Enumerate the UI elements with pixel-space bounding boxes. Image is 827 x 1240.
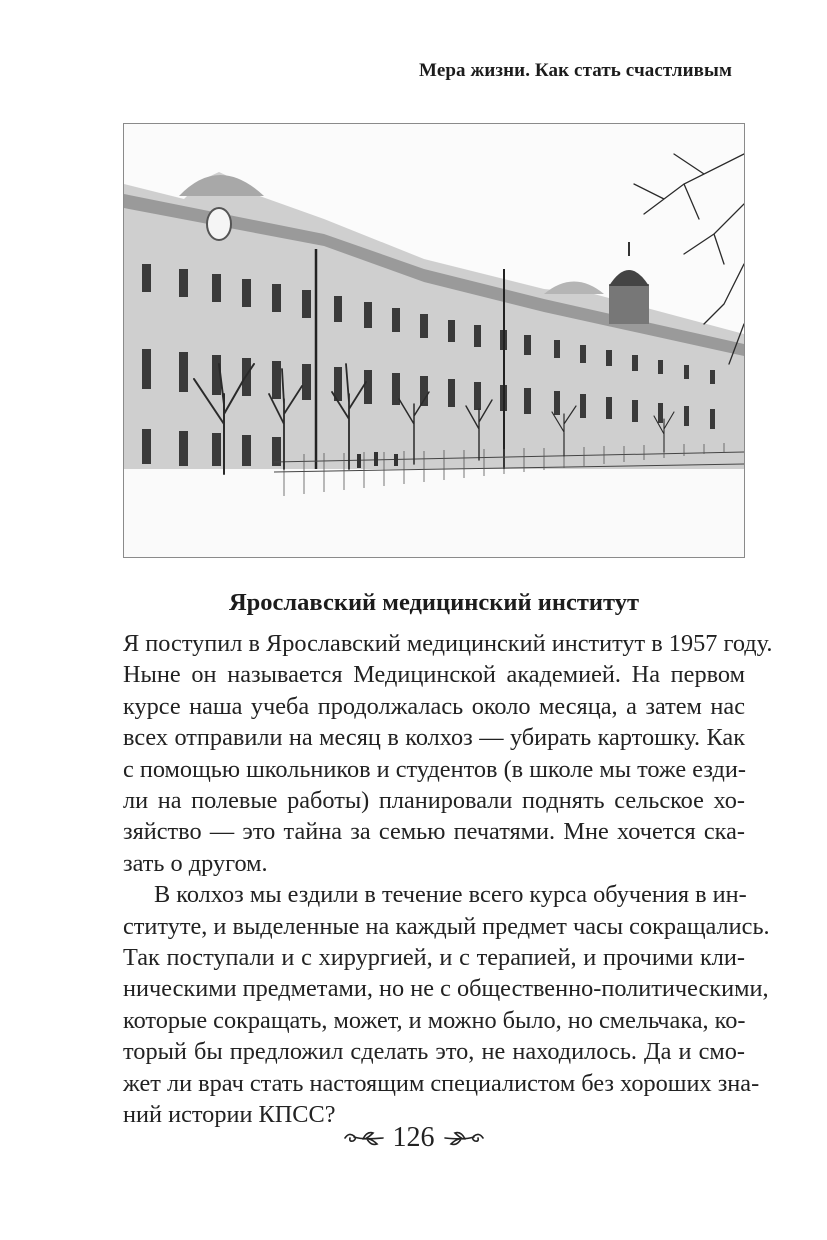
vine-ornament-right-icon [443, 1128, 485, 1148]
text-line: торый бы предложил сделать это, не находилось. Да и смо- [123, 1038, 745, 1066]
text-line: ническими предметами, но не с общественно-политическими, [123, 975, 769, 1003]
text-line: которые сокращать, может, и можно было, но смельчака, ко- [123, 1006, 746, 1034]
text-line: зать о другом. [123, 849, 268, 877]
vine-ornament-left-icon [343, 1128, 385, 1148]
body-text [123, 628, 773, 1131]
page-folio [0, 1120, 827, 1154]
text-line: Ныне он называется Медицинской академией. На первом [123, 661, 745, 689]
text-line: Так поступали и с хирургией, и с терапией, и прочими кли- [123, 944, 745, 972]
text-line: зяйство — это тайна за семью печатями. Мне хочется ска- [123, 818, 745, 846]
building-photo-image [124, 124, 744, 557]
text-line: ли на полевые работы) планировали поднять сельское хо- [123, 787, 745, 815]
text-line: ституте, и выделенные на каждый предмет часы сокращались. [123, 912, 770, 940]
text-line: Я поступил в Ярославский медицинский институт в 1957 году. [123, 630, 773, 657]
text-line: ний истории КПСС? [123, 1101, 336, 1129]
text-line: с помощью школьников и студентов (в школе мы тоже езди- [123, 755, 746, 783]
page-number: 126 [392, 1121, 435, 1153]
text-line: В колхоз мы ездили в течение всего курса обучения в ин- [154, 881, 747, 909]
photo-caption: Ярославский медицинский институт [228, 589, 640, 616]
text-line: всех отправили на месяц в колхоз — убирать картошку. Как [123, 724, 745, 752]
running-head-title: Мера жизни. Как стать счастливым [419, 60, 732, 81]
building-photo [123, 123, 745, 558]
text-line: курсе наша учеба продолжалась около месяца, а затем нас [123, 692, 745, 720]
text-line: жет ли врач стать настоящим специалистом без хороших зна- [123, 1069, 760, 1097]
